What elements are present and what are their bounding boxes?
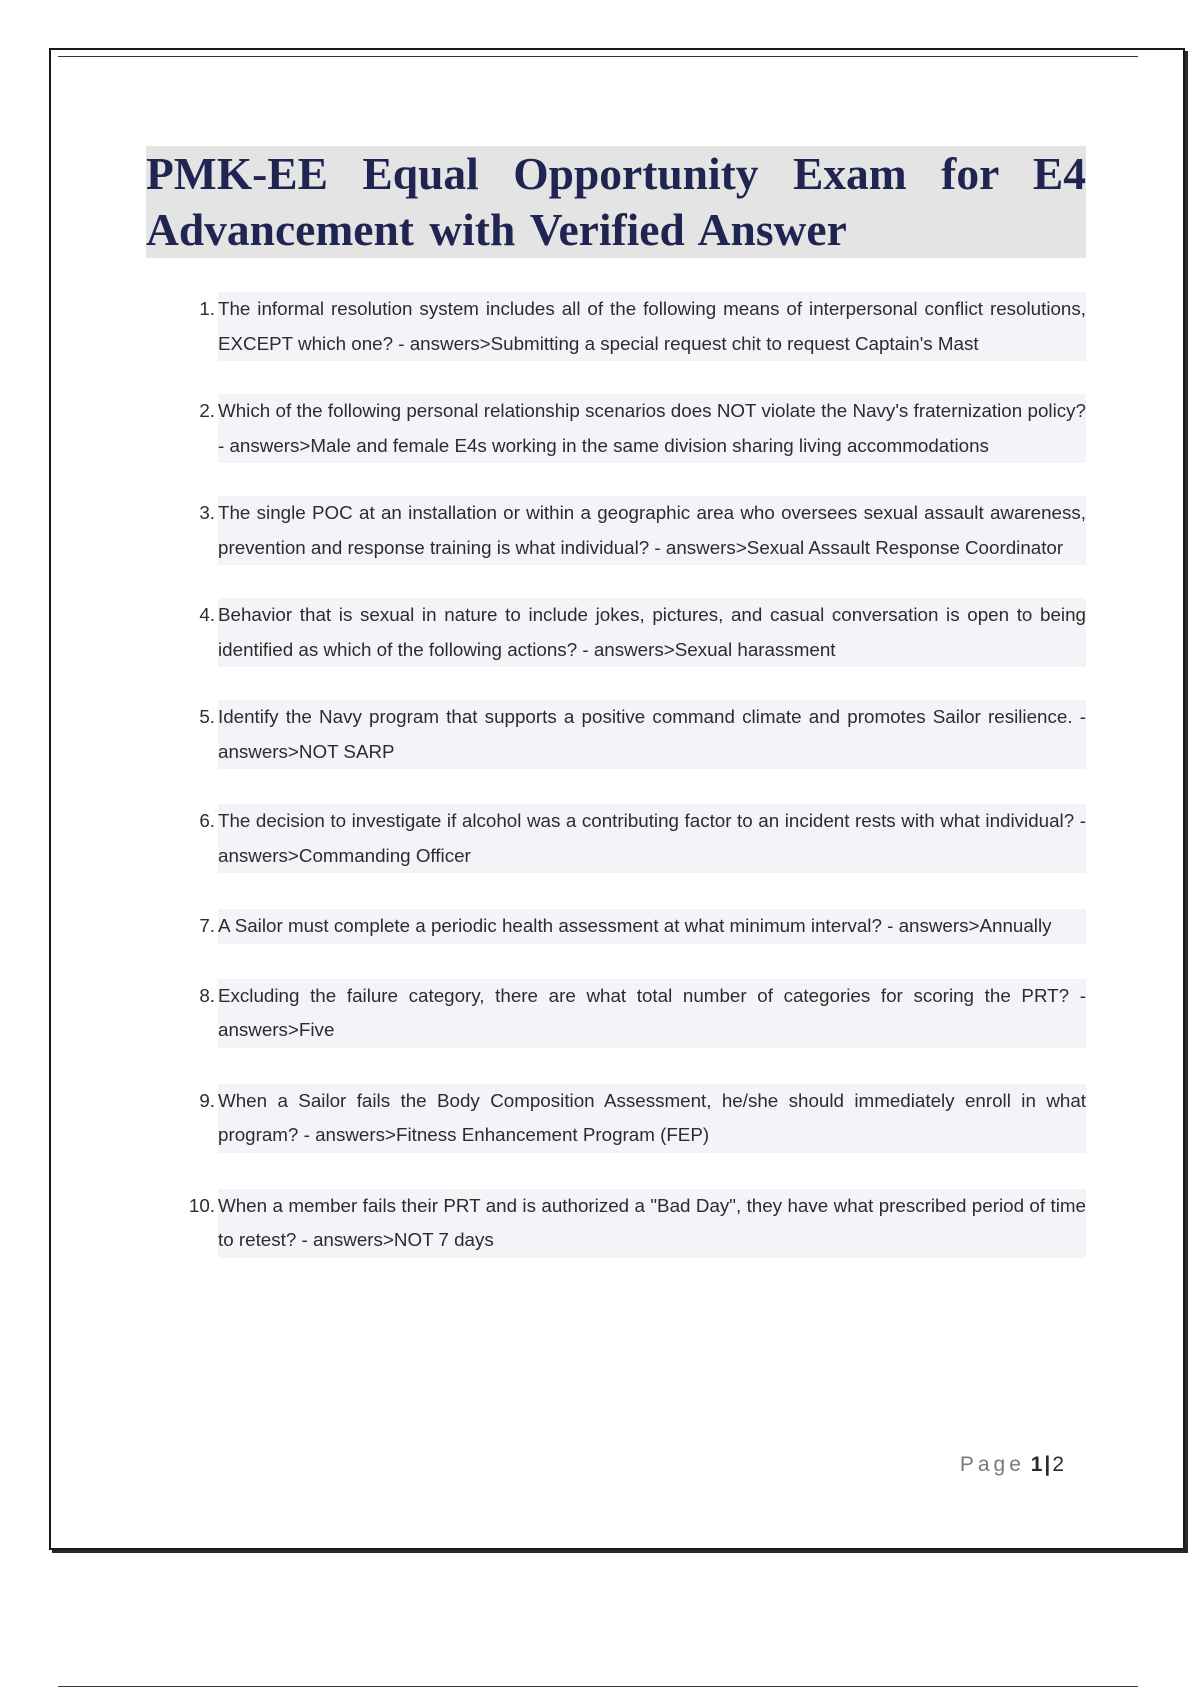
- item-text: Excluding the failure category, there are what total number of categories for scoring the PRT? - answers>Five: [218, 979, 1086, 1048]
- item-text: Which of the following personal relationship scenarios does NOT violate the Navy's fraternization policy? - answers>Male and female E4s working in the same division sharing living accommodations: [218, 394, 1086, 463]
- page-label: Page: [959, 1453, 1025, 1476]
- list-item: [170, 1189, 1086, 1258]
- item-number: 2.: [199, 400, 215, 421]
- list-item: [170, 292, 1086, 361]
- item-number: 8.: [199, 984, 215, 1006]
- document-title: PMK-EE Equal Opportunity Exam for E4 Advancement with Verified Answer: [146, 148, 1086, 255]
- list-item: [170, 394, 1086, 463]
- page-total: 2: [1052, 1453, 1064, 1476]
- list-item: [170, 979, 1086, 1048]
- page-separator: |: [1044, 1453, 1051, 1476]
- item-number: 7.: [199, 915, 215, 936]
- list-item: [170, 496, 1086, 565]
- list-item: [170, 700, 1086, 769]
- item-number: 10.: [188, 1194, 215, 1216]
- item-text: Behavior that is sexual in nature to include jokes, pictures, and casual conversation is open to being identified as which of the following actions? - answers>Sexual harassment: [218, 598, 1086, 667]
- page-number: 1: [1030, 1453, 1043, 1476]
- question-list: [170, 292, 1086, 1258]
- item-text: When a member fails their PRT and is authorized a "Bad Day", they have what prescribed period of time to retest? - answers>NOT 7 days: [218, 1189, 1086, 1258]
- item-number: 1.: [199, 298, 215, 319]
- list-item: [170, 909, 1086, 944]
- item-number: 9.: [199, 1089, 215, 1111]
- item-number: 5.: [199, 706, 215, 727]
- item-number: 3.: [199, 502, 215, 523]
- item-text: The single POC at an installation or within a geographic area who oversees sexual assault awareness, prevention and response training is what individual? - answers>Sexual Assault Response Coordinator: [218, 496, 1086, 565]
- item-text: The decision to investigate if alcohol was a contributing factor to an incident rests with what individual? - answers>Commanding Officer: [218, 804, 1086, 873]
- item-number: 6.: [199, 810, 215, 831]
- bottom-rule: [58, 1686, 1138, 1687]
- list-item: [170, 804, 1086, 873]
- list-item: [170, 1084, 1086, 1153]
- item-text: The informal resolution system includes all of the following means of interpersonal conflict resolutions, EXCEPT which one? - answers>Submitting a special request chit to request Captain's Mast: [218, 292, 1086, 361]
- item-text: Identify the Navy program that supports a positive command climate and promotes Sailor resilience. - answers>NOT SARP: [218, 700, 1086, 769]
- list-item: [170, 598, 1086, 667]
- item-text: When a Sailor fails the Body Composition Assessment, he/she should immediately enroll in what program? - answers>Fitness Enhancement Program (FEP): [218, 1084, 1086, 1153]
- title-block: [146, 146, 1086, 258]
- item-number: 4.: [199, 604, 215, 625]
- item-text: A Sailor must complete a periodic health assessment at what minimum interval? - answers>Annually: [218, 909, 1086, 944]
- page-footer: [960, 1453, 1064, 1477]
